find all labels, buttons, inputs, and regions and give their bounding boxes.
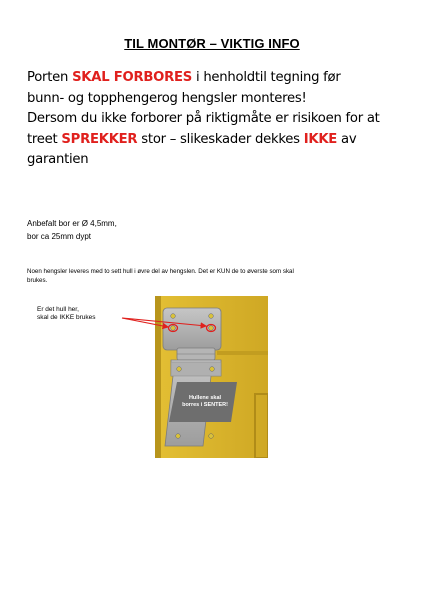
- text: i henholdtil tegning før: [192, 70, 341, 85]
- screw-hole: [210, 367, 215, 372]
- screw-hole: [209, 434, 214, 439]
- drill-center-sign-text: [170, 395, 240, 408]
- callout-label: [37, 306, 137, 322]
- emphasis-forbores: SKAL FORBORES: [72, 70, 193, 85]
- screw-hole: [176, 434, 181, 439]
- door-frame-edge: [155, 296, 161, 458]
- screw-hole: [171, 314, 176, 319]
- drill-note: [27, 217, 327, 243]
- hinge-note: [27, 267, 407, 285]
- text: av: [337, 131, 357, 147]
- screw-hole: [177, 367, 182, 372]
- screw-hole: [209, 314, 214, 319]
- warning-line-5: garantien: [27, 152, 89, 167]
- door-panel-edge: [217, 351, 268, 355]
- emphasis-ikke: IKKE: [303, 131, 338, 147]
- sign-line-2: borres i SENTER!: [182, 401, 228, 408]
- warning-line-2: bunn- og topphengerog hengsler monteres!: [27, 90, 307, 106]
- hinge-note-line-2: brukes.: [27, 277, 48, 284]
- warning-paragraph: [27, 68, 417, 171]
- screw-hole: [171, 326, 176, 331]
- warning-line-4: [27, 130, 417, 151]
- warning-line-1: [27, 68, 417, 89]
- emphasis-sprekker: SPREKKER: [61, 131, 138, 147]
- text: treet: [27, 131, 62, 147]
- hinge-figure: [155, 296, 268, 458]
- screw-hole: [209, 326, 214, 331]
- text: Porten: [27, 70, 73, 85]
- callout-line-2: skal de IKKE brukes: [37, 314, 96, 321]
- warning-line-3: Dersom du ikke forborer på riktigmåte er risikoen for at: [27, 111, 380, 126]
- hinge-note-line-1: Noen hengsler leveres med to sett hull i øvre del av hengslen. Det er KUN de to øverste som skal: [27, 268, 294, 275]
- drill-note-line-2: bor ca 25mm dypt: [27, 232, 92, 241]
- callout-line-1: Er det hull her,: [37, 306, 79, 313]
- drill-note-line-1: Anbefalt bor er Ø 4,5mm,: [27, 219, 117, 228]
- text: stor – slikeskader dekkes: [137, 131, 304, 147]
- sign-line-1: Hullene skal: [188, 395, 222, 401]
- page-title: TIL MONTØR – VIKTIG INFO: [124, 36, 300, 51]
